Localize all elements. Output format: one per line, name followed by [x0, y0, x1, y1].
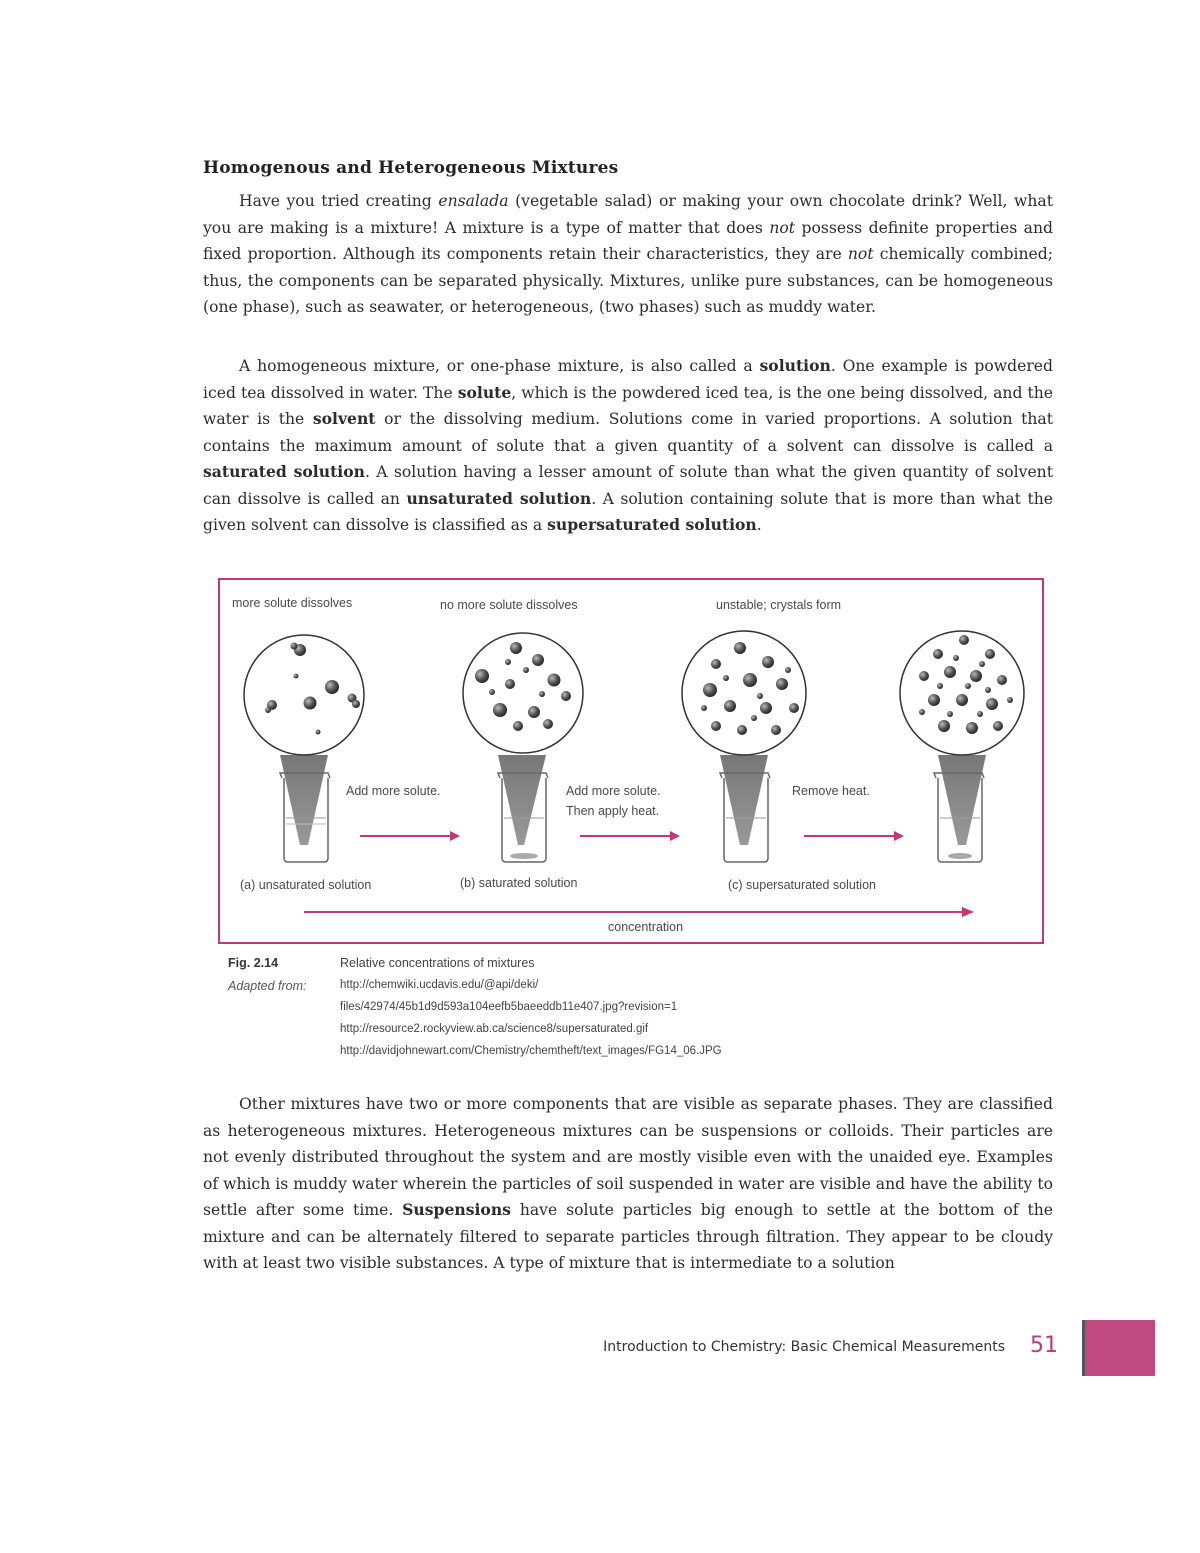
source-link[interactable]: http://resource2.rockyview.ab.ca/science8/supersaturated.gif — [340, 1023, 649, 1035]
label-saturated: (b) saturated solution — [460, 876, 578, 890]
figure-concentrations — [218, 578, 1044, 944]
paragraph-homogeneous: A homogeneous mixture, or one-phase mixture, is also called a solution. One example is powdered iced tea dissolved in water. The solute, which is the powdered iced tea, is the one being dissolved, and the water is the solvent or the dissolving medium. Solutions come in varied proportions. A solution that contains the maximum amount of solute that a given quantity of a solvent can dissolve is called a saturated solution. A solution having a lesser amount of solute than what the given quantity of solvent can dissolve is called an unsaturated solution. A solution containing solute that is more than what the given solvent can dissolve is classified as a supersaturated solution. — [203, 356, 1054, 534]
page-number: 51 — [1030, 1333, 1058, 1358]
label-unsaturated: (a) unsaturated solution — [240, 878, 372, 892]
magnify-cone — [280, 755, 328, 845]
source-link[interactable]: files/42974/45b1d9d593a104eefb5baeeddb11e407.jpg?revision=1 — [340, 1001, 678, 1013]
paragraph-heterogeneous: Other mixtures have two or more components that are visible as separate phases. They are classified as heterogeneous mixtures. Heterogeneous mixtures can be suspensions or colloids. Their particles are not evenly distributed throughout the system and are mostly visible even with the unaided eye. Examples of which is muddy water wherein the particles of soil suspended in water are visible and have the ability to settle after some time. Suspensions have solute particles big enough to settle at the bottom of the mixture and can be alternately filtered to separate particles through filtration. They appear to be cloudy with at least two visible substances. A type of mixture that is intermediate to a solution — [203, 1095, 1053, 1272]
stage-b-saturated — [463, 633, 583, 862]
label-add-solute-1: Add more solute. — [346, 784, 441, 798]
adapted-from-label: Adapted from: — [228, 979, 307, 993]
process-arrows — [360, 831, 904, 841]
concentration-axis — [304, 907, 974, 917]
label-top-b: no more solute dissolves — [440, 598, 578, 612]
axis-label-concentration: concentration — [608, 920, 684, 934]
footer-title: Introduction to Chemistry: Basic Chemical Measurements — [603, 1339, 1005, 1355]
section-heading: Homogenous and Heterogeneous Mixtures — [203, 158, 619, 178]
label-top-a: more solute dissolves — [232, 596, 353, 610]
label-supersaturated: (c) supersaturated solution — [728, 878, 876, 892]
chapter-tab — [1082, 1320, 1155, 1376]
figure-title: Relative concentrations of mixtures — [340, 956, 535, 970]
label-add-solute-2: Add more solute. — [566, 784, 661, 798]
paragraph-mixtures-intro: Have you tried creating ensalada (vegetable salad) or making your own chocolate drink? Well, what you are making is a mixture! A mixture is a type of matter that does not possess definite properties and fixed proportion. Although its components retain their characteristics, they are not chemically combined; thus, the components can be separated physically. Mixtures, unlike pure substances, can be homogeneous (one phase), such as seawater, or heterogeneous, (two phases) such as muddy water. — [203, 192, 1053, 316]
magnified-view-d — [900, 631, 1024, 755]
figure-number: Fig. 2.14 — [228, 956, 279, 970]
label-remove-heat: Remove heat. — [792, 784, 870, 798]
stage-a-unsaturated — [244, 635, 364, 862]
source-link[interactable]: http://davidjohnewart.com/Chemistry/chemtheft/text_images/FG14_06.JPG — [340, 1045, 722, 1057]
source-link[interactable]: http://chemwiki.ucdavis.edu/@api/deki/ — [340, 979, 539, 991]
stage-d-supersaturated — [900, 631, 1024, 862]
label-top-c: unstable; crystals form — [716, 598, 842, 612]
label-apply-heat: Then apply heat. — [566, 804, 660, 818]
stage-c-heated — [682, 631, 806, 862]
